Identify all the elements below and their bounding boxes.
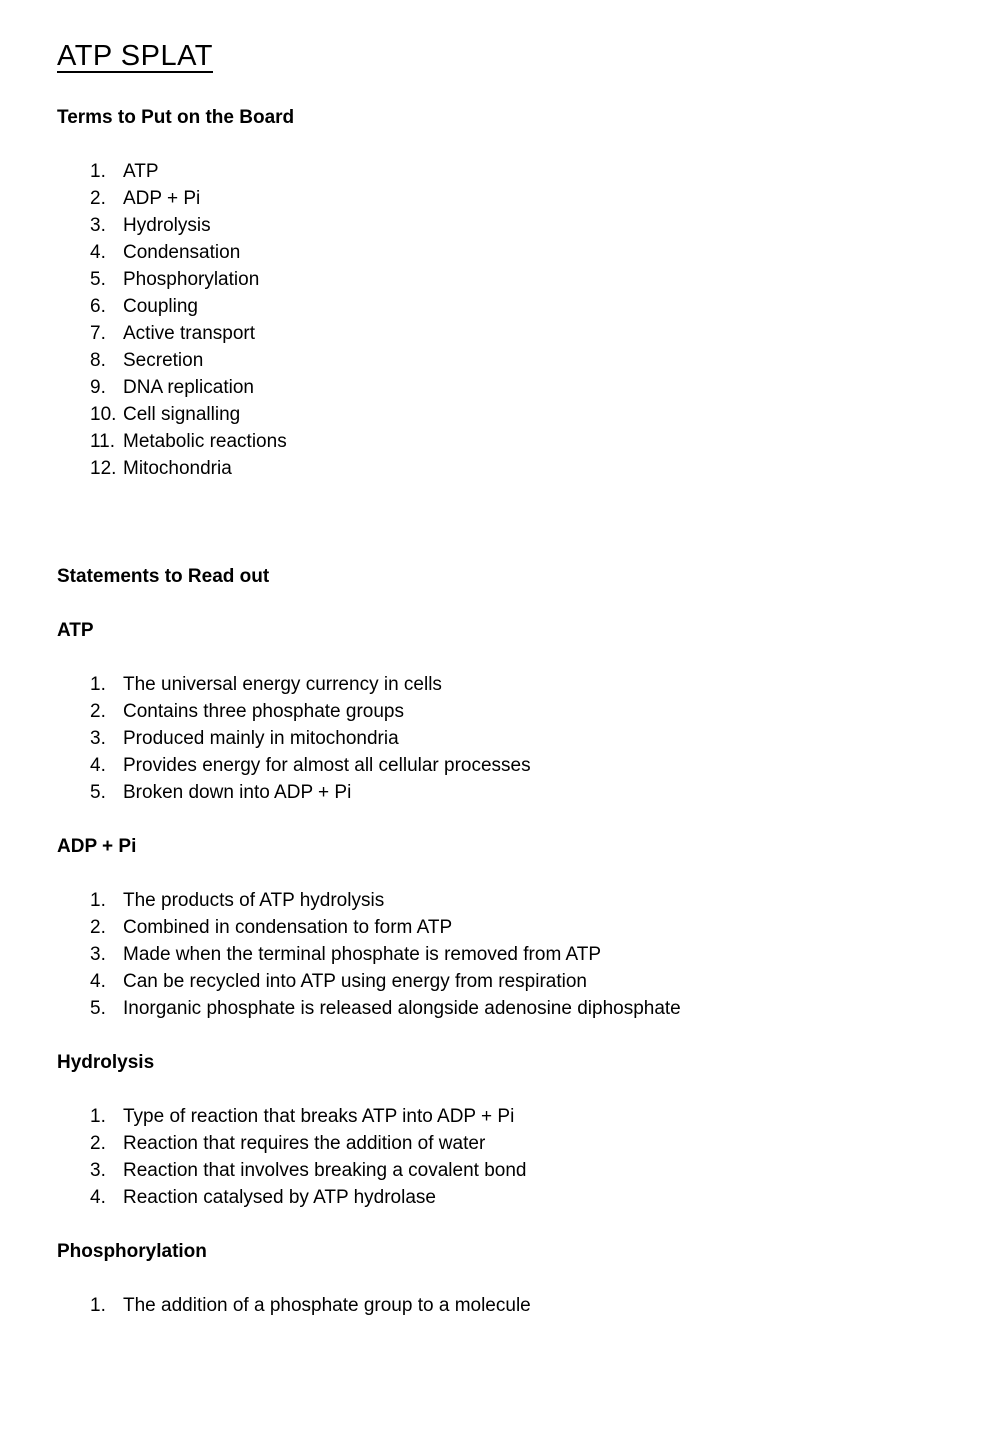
list-item: Condensation (123, 242, 241, 263)
statement-group-hydrolysis (57, 1049, 943, 1211)
list-item: Secretion (123, 350, 204, 371)
list-item: Mitochondria (123, 458, 232, 479)
list-item: Inorganic phosphate is released alongside adenosine diphosphate (123, 998, 681, 1019)
list-item: Can be recycled into ATP using energy from respiration (123, 971, 587, 992)
statement-group-heading: ADP + Pi (57, 836, 137, 857)
list-item: The products of ATP hydrolysis (123, 890, 385, 911)
statement-group-phosphorylation (57, 1238, 943, 1319)
statement-group-heading: ATP (57, 620, 94, 641)
list-item: Phosphorylation (123, 269, 260, 290)
list-item: Reaction that involves breaking a covalent bond (123, 1160, 527, 1181)
list-item: ATP (123, 161, 159, 182)
list-item: ADP + Pi (123, 188, 201, 209)
statement-group-adp-pi (57, 833, 943, 1022)
list-item: Combined in condensation to form ATP (123, 917, 453, 938)
list-item: Provides energy for almost all cellular processes (123, 755, 531, 776)
list-item: The addition of a phosphate group to a molecule (123, 1295, 531, 1316)
list-item: Metabolic reactions (123, 431, 287, 452)
list-item: Type of reaction that breaks ATP into ADP + Pi (123, 1106, 515, 1127)
board-terms-list (57, 158, 943, 482)
statements-section-heading: Statements to Read out (57, 566, 270, 587)
statement-group-list (57, 1292, 943, 1319)
list-item: Coupling (123, 296, 198, 317)
list-item: Reaction that requires the addition of water (123, 1133, 486, 1154)
list-item: The universal energy currency in cells (123, 674, 442, 695)
list-item: Contains three phosphate groups (123, 701, 404, 722)
list-item: Broken down into ADP + Pi (123, 782, 352, 803)
list-item: Made when the terminal phosphate is removed from ATP (123, 944, 602, 965)
list-item: Reaction catalysed by ATP hydrolase (123, 1187, 436, 1208)
statement-group-list (57, 671, 943, 806)
board-section-heading: Terms to Put on the Board (57, 107, 295, 128)
list-item: Active transport (123, 323, 255, 344)
list-item: DNA replication (123, 377, 254, 398)
statement-group-heading: Hydrolysis (57, 1052, 155, 1073)
document-title-text: ATP SPLAT (57, 40, 213, 72)
list-item: Cell signalling (123, 404, 241, 425)
document-title (57, 38, 943, 74)
statement-group-atp (57, 617, 943, 806)
statement-group-list (57, 1103, 943, 1211)
list-item: Hydrolysis (123, 215, 211, 236)
statement-group-list (57, 887, 943, 1022)
statement-group-heading: Phosphorylation (57, 1241, 207, 1262)
list-item: Produced mainly in mitochondria (123, 728, 399, 749)
